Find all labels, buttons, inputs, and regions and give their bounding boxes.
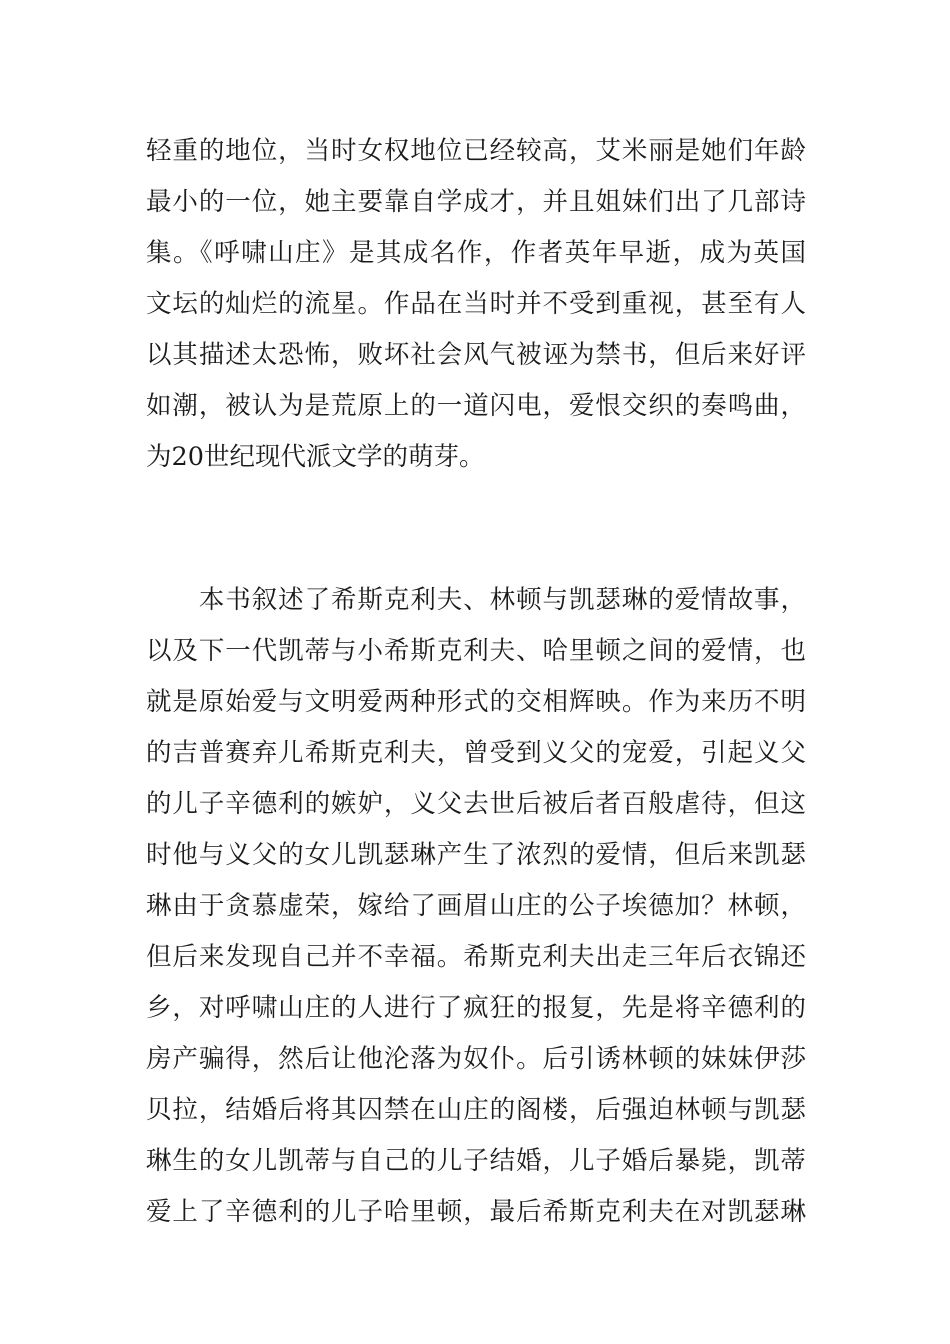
text-line: 但后来发现自己并不幸福。希斯克利夫出走三年后衣锦还 [146, 942, 806, 972]
text-line: 文坛的灿烂的流星。作品在当时并不受到重视，甚至有人 [146, 289, 806, 319]
text-line: 的儿子辛德利的嫉妒，义父去世后被后者百般虐待，但这 [146, 789, 806, 819]
text-line: 琳生的女儿凯蒂与自己的儿子结婚，儿子婚后暴毙，凯蒂 [146, 1146, 806, 1176]
text-line: 乡，对呼啸山庄的人进行了疯狂的报复，先是将辛德利的 [146, 993, 806, 1023]
paragraph-1 [146, 126, 806, 483]
text-line: 爱上了辛德利的儿子哈里顿，最后希斯克利夫在对凯瑟琳 [146, 1197, 806, 1227]
text-line: 如潮，被认为是荒原上的一道闪电，爱恨交织的奏鸣曲， [146, 391, 806, 421]
text-line: 贝拉，结婚后将其囚禁在山庄的阁楼，后强迫林顿与凯瑟 [146, 1095, 806, 1125]
text-line: 以及下一代凯蒂与小希斯克利夫、哈里顿之间的爱情，也 [146, 636, 806, 666]
text-line: 时他与义父的女儿凯瑟琳产生了浓烈的爱情，但后来凯瑟 [146, 840, 806, 870]
text-line: 为20世纪现代派文学的萌芽。 [146, 442, 485, 472]
text-line: 以其描述太恐怖，败坏社会风气被诬为禁书，但后来好评 [146, 340, 806, 370]
text-line: 琳由于贪慕虚荣，嫁给了画眉山庄的公子埃德加？林顿， [146, 891, 806, 921]
text-line: 房产骗得，然后让他沦落为奴仆。后引诱林顿的妹妹伊莎 [146, 1044, 806, 1074]
text-line: 本书叙述了希斯克利夫、林顿与凯瑟琳的爱情故事， [146, 585, 806, 615]
text-line: 就是原始爱与文明爱两种形式的交相辉映。作为来历不明 [146, 687, 806, 717]
paragraph-2 [146, 575, 806, 1238]
text-line: 轻重的地位，当时女权地位已经较高，艾米丽是她们年龄 [146, 136, 806, 166]
text-line: 集。《呼啸山庄》是其成名作，作者英年早逝，成为英国 [146, 238, 806, 268]
text-line: 最小的一位，她主要靠自学成才，并且姐妹们出了几部诗 [146, 187, 806, 217]
text-line: 的吉普赛弃儿希斯克利夫，曾受到义父的宠爱，引起义父 [146, 738, 806, 768]
